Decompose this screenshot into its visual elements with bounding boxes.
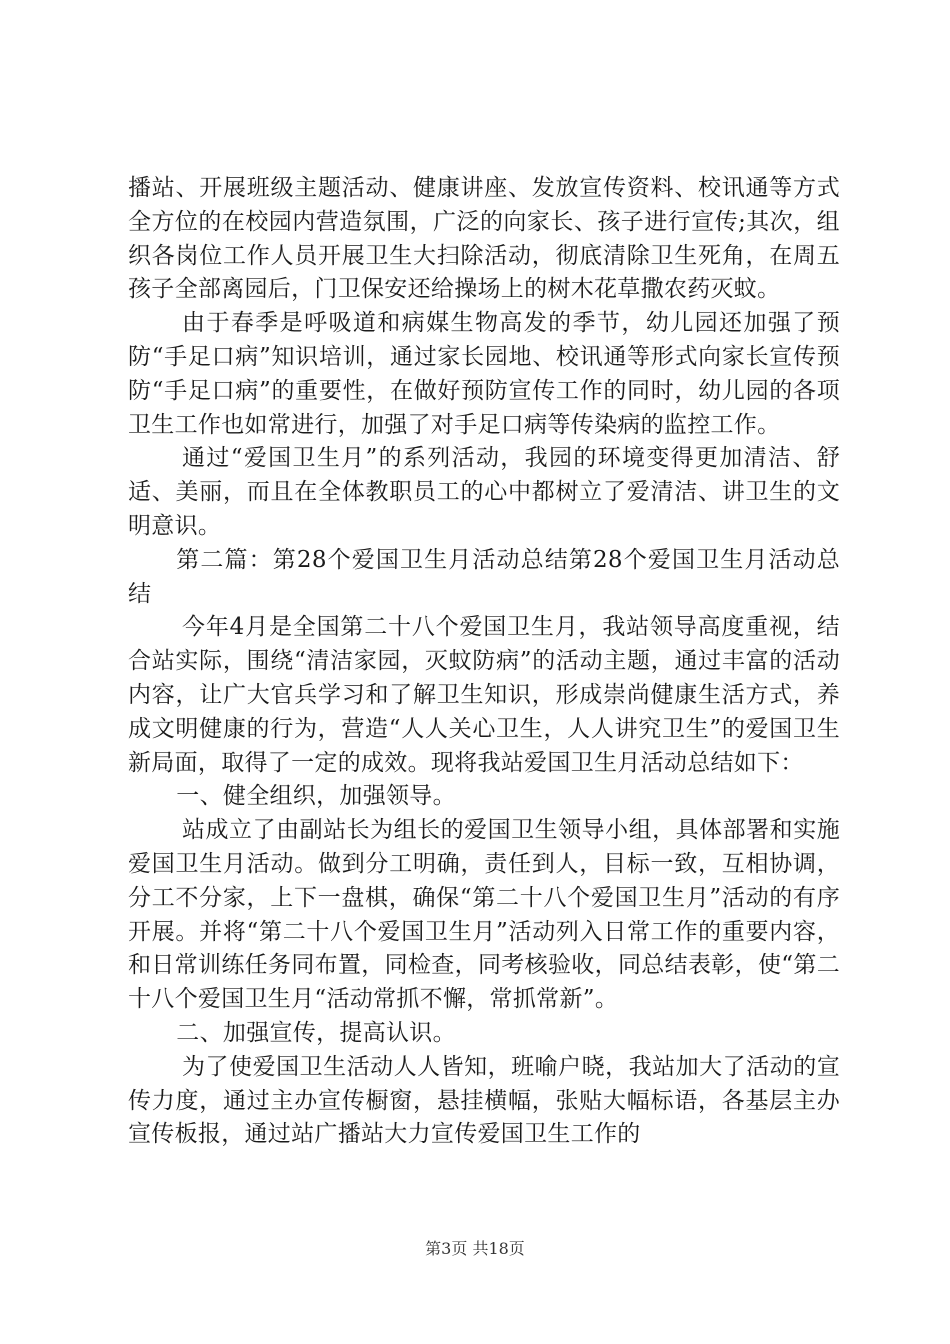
paragraph-introduction: 今年4月是全国第二十八个爱国卫生月，我站领导高度重视，结合站实际，围绕“清洁家园，灭蚊防病”的活动主题，通过丰富的活动内容，让广大官兵学习和了解卫生知识，形成崇尚健康生活方式，养成文明健康的行为，营造“人人关心卫生，人人讲究卫生”的爱国卫生新局面，取得了一定的成效。现将我站爱国卫生月活动总结如下：: [128, 614, 840, 776]
page-number-footer: 第3页 共18页: [425, 1239, 525, 1258]
document-body: [128, 172, 840, 1152]
paragraph-spring-prevention: 由于春季是呼吸道和病媒生物高发的季节，幼儿园还加强了预防“手足口病”知识培训，通过家长园地、校讯通等形式向家长宣传预防“手足口病”的重要性，在做好预防宣传工作的同时，幼儿园的各项卫生工作也如常进行，加强了对手足口病等传染病的监控工作。: [128, 310, 840, 438]
subheading-organization: 一、健全组织，加强领导。: [176, 783, 456, 810]
paragraph-activity-result: 通过“爱国卫生月”的系列活动，我园的环境变得更加清洁、舒适、美丽，而且在全体教职员工的心中都树立了爱清洁、讲卫生的文明意识。: [128, 445, 840, 539]
paragraph-organization: 站成立了由副站长为组长的爱国卫生领导小组，具体部署和实施爱国卫生月活动。做到分工明确，责任到人，目标一致，互相协调，分工不分家，上下一盘棋，确保“第二十八个爱国卫生月”活动的有序开展。并将“第二十八个爱国卫生月”活动列入日常工作的重要内容，和日常训练任务同布置，同检查，同考核验收，同总结表彰，使“第二十八个爱国卫生月“活动常抓不懈，常抓常新”。: [128, 817, 840, 1013]
paragraph-publicity: 为了使爱国卫生活动人人皆知，班喻户晓，我站加大了活动的宣传力度，通过主办宣传橱窗，悬挂横幅，张贴大幅标语，各基层主办宣传板报，通过站广播站大力宣传爱国卫生工作的: [128, 1053, 840, 1148]
section-heading-part-two: 第二篇：第28个爱国卫生月活动总结第28个爱国卫生月活动总结: [128, 546, 840, 607]
paragraph-continuation: 播站、开展班级主题活动、健康讲座、发放宣传资料、校讯通等方式全方位的在校园内营造氛围，广泛的向家长、孩子进行宣传;其次，组织各岗位工作人员开展卫生大扫除活动，彻底清除卫生死角，在周五孩子全部离园后，门卫保安还给操场上的树木花草撒农药灭蚊。: [128, 175, 840, 303]
subheading-publicity: 二、加强宣传，提高认识。: [176, 1019, 456, 1046]
